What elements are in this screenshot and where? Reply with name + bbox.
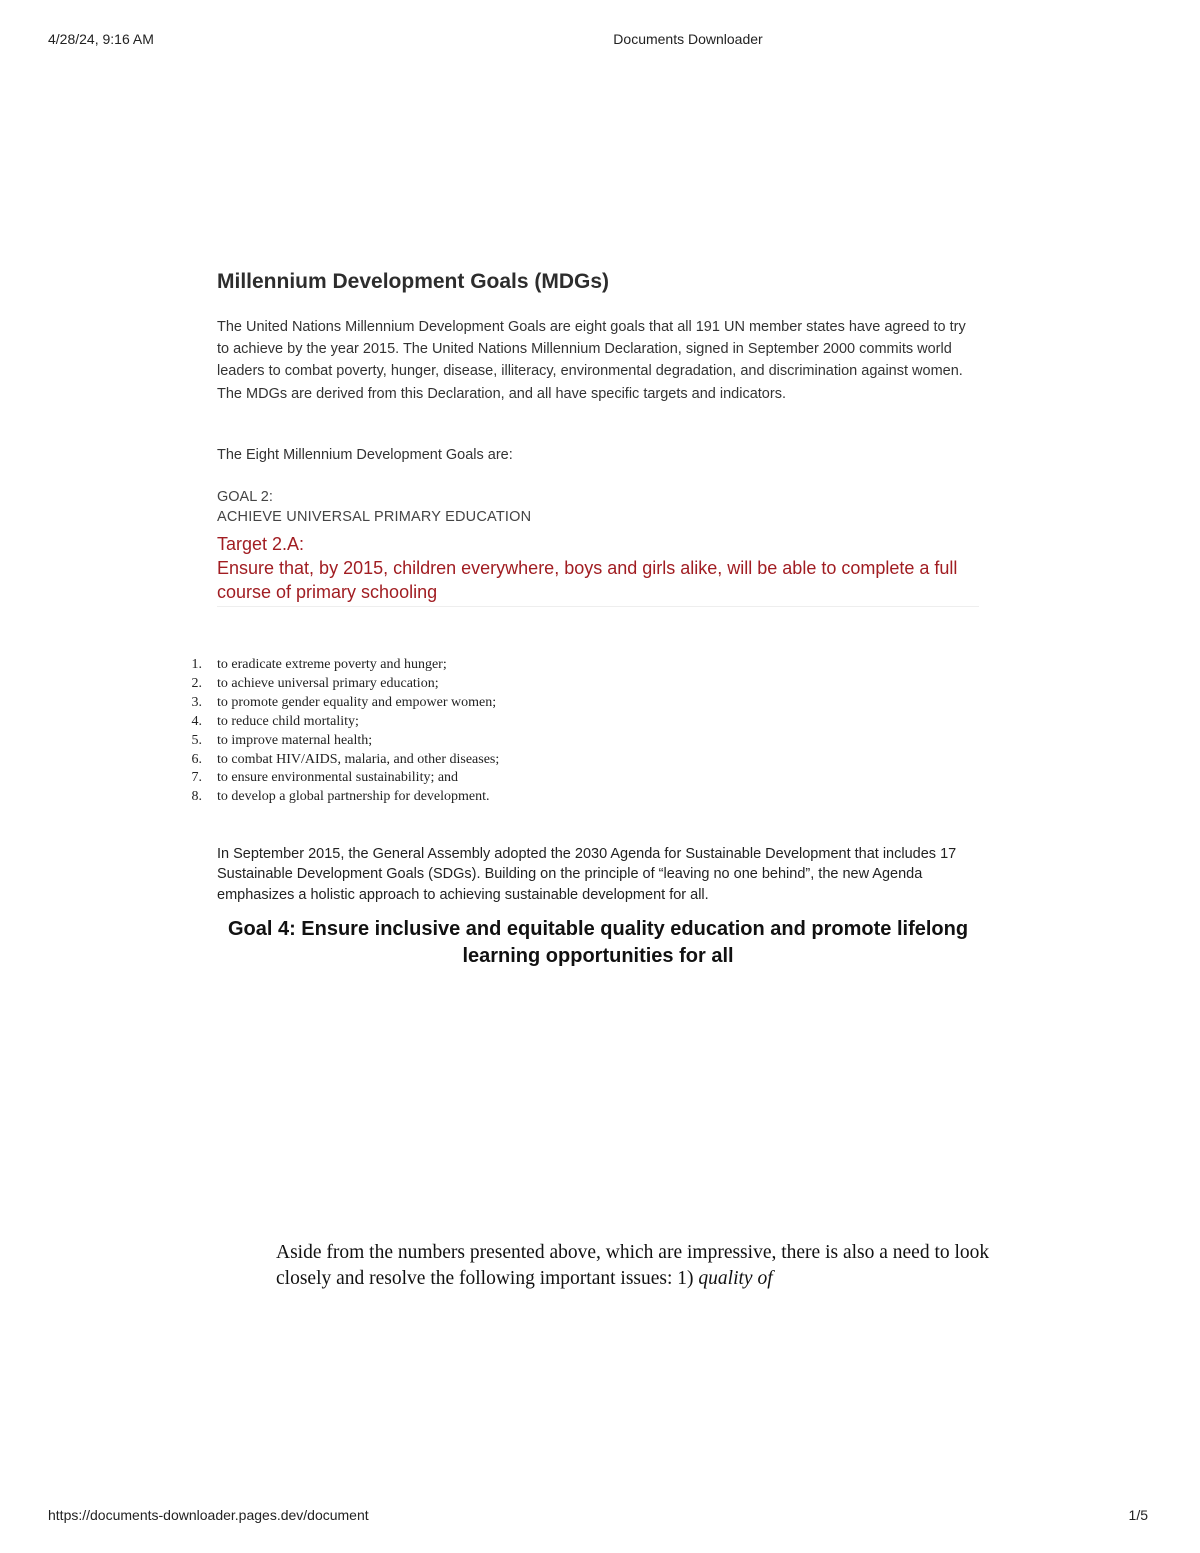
section-divider <box>217 606 979 607</box>
aside-text: Aside from the numbers presented above, which are impressive, there is also a need to look closely and resolve the following important issues: 1) <box>276 1242 990 1289</box>
goal2-label: GOAL 2: <box>217 489 273 505</box>
sdg-paragraph: In September 2015, the General Assembly adopted the 2030 Agenda for Sustainable Development that includes 17 Sustainable Development Goals (SDGs). Building on the principle of “leaving no one behind”, the new Agenda emphasizes a holistic approach to achieving sustainable development for all. <box>217 846 957 903</box>
goals-list <box>180 656 499 807</box>
target-text: Ensure that, by 2015, children everywhere, boys and girls alike, will be able to complete a full course of primary schooling <box>217 558 958 602</box>
intro-paragraph: The United Nations Millennium Development Goals are eight goals that all 191 UN member states have agreed to try to achieve by the year 2015. The United Nations Millennium Declaration, signed in September 2000 commits world leaders to combat poverty, hunger, disease, illiteracy, environmental degradation, and discrimination against women. The MDGs are derived from this Declaration, and all have specific targets and indicators. <box>217 319 966 402</box>
list-item-number: 3. <box>191 694 202 710</box>
goal2-title: ACHIEVE UNIVERSAL PRIMARY EDUCATION <box>217 509 532 525</box>
list-item <box>180 788 499 807</box>
list-item-number: 8. <box>191 789 202 805</box>
print-footer-url: https://documents-downloader.pages.dev/document <box>48 1507 369 1523</box>
aside-paragraph <box>276 1240 996 1292</box>
list-item-text: to improve maternal health; <box>217 732 373 748</box>
list-item-number: 1. <box>191 657 202 672</box>
list-item-number: 7. <box>191 770 202 786</box>
list-item-number: 6. <box>191 751 202 767</box>
print-header-title: Documents Downloader <box>613 31 763 47</box>
list-item <box>180 751 499 770</box>
list-item <box>180 732 499 751</box>
list-item-text: to achieve universal primary education; <box>217 675 439 691</box>
list-item <box>180 694 499 713</box>
document-title: Millennium Development Goals (MDGs) <box>217 270 610 293</box>
eight-goals-label: The Eight Millennium Development Goals are: <box>217 447 513 463</box>
list-item <box>180 656 499 675</box>
print-footer-page-number: 1/5 <box>1128 1507 1148 1523</box>
print-header-datetime: 4/28/24, 9:16 AM <box>48 31 154 47</box>
list-item-number: 2. <box>191 675 202 691</box>
goal4-heading: Goal 4: Ensure inclusive and equitable quality education and promote lifelong learning opportunities for all <box>227 918 969 967</box>
list-item-text: to ensure environmental sustainability; and <box>217 770 459 786</box>
list-item-text: to reduce child mortality; <box>217 713 359 729</box>
list-item-text: to combat HIV/AIDS, malaria, and other diseases; <box>217 751 500 767</box>
list-item-text: to develop a global partnership for development. <box>217 789 490 805</box>
list-item-number: 4. <box>191 713 202 729</box>
aside-italic-tail: quality of <box>698 1268 773 1289</box>
list-item <box>180 675 499 694</box>
list-item <box>180 769 499 788</box>
list-item-number: 5. <box>191 732 202 748</box>
target-label: Target 2.A: <box>217 534 305 554</box>
list-item-text: to eradicate extreme poverty and hunger; <box>217 657 447 672</box>
list-item-text: to promote gender equality and empower women; <box>217 694 497 710</box>
list-item <box>180 713 499 732</box>
